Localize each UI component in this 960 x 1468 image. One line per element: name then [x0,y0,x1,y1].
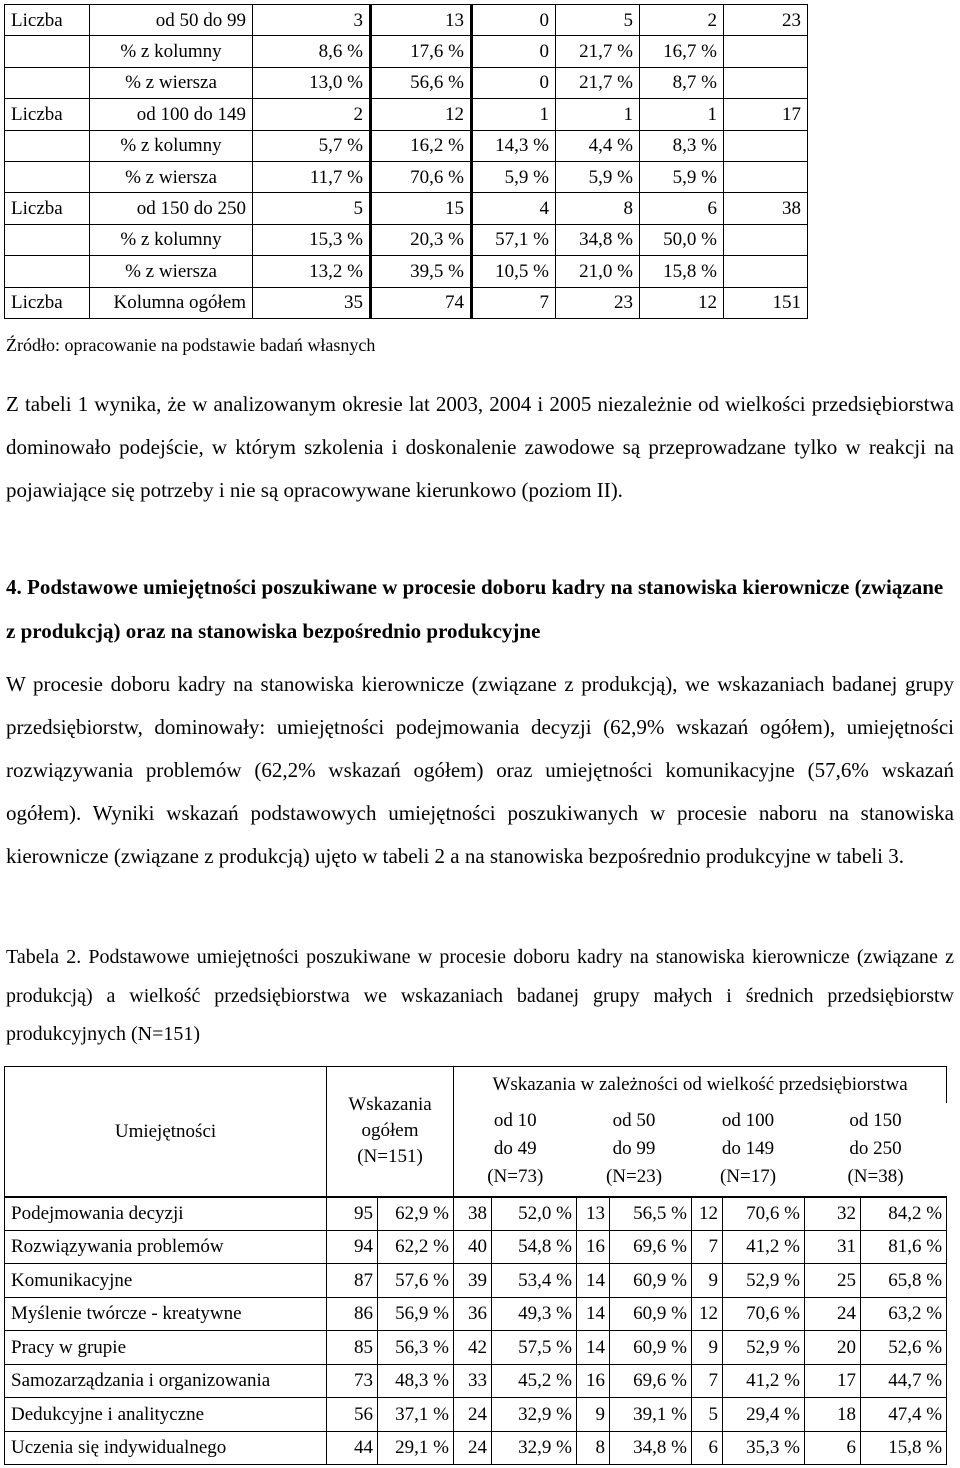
percent-cell: 60,9 % [610,1297,692,1331]
row-measure: Liczba [5,193,90,224]
table-1-cell: 21,0 % [556,256,640,287]
percent-cell: 41,2 % [723,1230,805,1264]
table-1-row [5,36,953,67]
table-1-cell: 8,3 % [640,130,724,161]
percent-cell: 45,2 % [492,1364,577,1398]
row-group: Kolumna ogółem [90,287,253,318]
table-1-cell: 74 [371,287,472,318]
percent-cell: 48,3 % [378,1364,454,1398]
table-1-cell: 2 [640,5,724,36]
percent-cell: 54,8 % [492,1230,577,1264]
percent-cell: 70,6 % [723,1297,805,1331]
row-measure: % z wiersza [90,256,253,287]
count-cell: 14 [577,1264,610,1298]
table-1-cell: 23 [556,287,640,318]
count-cell: 17 [805,1364,861,1398]
count-cell: 7 [692,1364,723,1398]
percent-cell: 32,9 % [492,1398,577,1432]
source-note: Źródło: opracowanie na podstawie badań własnych [6,335,376,355]
count-cell: 16 [577,1364,610,1398]
row-group: od 50 do 99 [90,5,253,36]
percent-cell: 56,5 % [610,1197,692,1231]
count-cell: 24 [805,1297,861,1331]
count-cell: 32 [805,1197,861,1231]
section-heading-4: 4. Podstawowe umiejętności poszukiwane w procesie doboru kadry na stanowiska kierownicze (związane z produkcją) oraz na stanowiska bezpośrednio produkcyjne [6,575,944,643]
count-cell: 6 [805,1431,861,1465]
percent-cell: 56,3 % [378,1331,454,1365]
table-1-cell: 38 [724,193,808,224]
row-group: od 150 do 250 [90,193,253,224]
table-1-cell [724,130,808,161]
count-cell: 95 [327,1197,378,1231]
table-2-row [5,1398,947,1432]
count-cell: 20 [805,1331,861,1365]
percent-cell: 49,3 % [492,1297,577,1331]
table-1-cell: 13 [371,5,472,36]
percent-cell: 69,6 % [610,1364,692,1398]
table-1-cell [724,161,808,192]
table-2 [4,1066,947,1465]
table-1-cell: 5 [253,193,371,224]
row-spacer [5,36,90,67]
paragraph-selection-skills: W procesie doboru kadry na stanowiska kierownicze (związane z produkcją), we wskazaniach badanej grupy przedsiębiorstw, dominowały: umiejętności podejmowania decyzji (62,9% wskazań ogółem), umiejętności rozwiązywania problemów (62,2% wskazań ogółem) oraz umiejętności komunikacyjne (57,6% wskazań ogółem). Wyniki wskazań podstawowych umiejętności poszukiwanych w procesie naboru na stanowiska kierownicze (związane z produkcją) ujęto w tabeli 2 a na stanowiska bezpośrednio produkcyjne w tabeli 3. [6,672,954,868]
table-1-cell: 35 [253,287,371,318]
table-1-cell: 21,7 % [556,67,640,98]
skill-name: Samozarządzania i organizowania [5,1364,327,1398]
table-1-cell: 50,0 % [640,224,724,255]
count-cell: 16 [577,1230,610,1264]
count-cell: 18 [805,1398,861,1432]
table-1-row [5,67,953,98]
table-1-cell: 5,9 % [472,161,556,192]
count-cell: 6 [692,1431,723,1465]
row-measure: % z wiersza [90,161,253,192]
table-2-row [5,1297,947,1331]
percent-cell: 81,6 % [861,1230,947,1264]
count-cell: 14 [577,1297,610,1331]
skill-name: Komunikacyjne [5,1264,327,1298]
skill-name: Uczenia się indywidualnego [5,1431,327,1465]
table-1-cell: 15,8 % [640,256,724,287]
row-group: od 100 do 149 [90,99,253,130]
table-1-cell: 23 [724,5,808,36]
table-1-cell: 5,7 % [253,130,371,161]
percent-cell: 29,4 % [723,1398,805,1432]
count-cell: 39 [454,1264,492,1298]
table-1-cell: 1 [556,99,640,130]
percent-cell: 32,9 % [492,1431,577,1465]
count-cell: 44 [327,1431,378,1465]
percent-cell: 57,5 % [492,1331,577,1365]
table-1-cell: 8,7 % [640,67,724,98]
percent-cell: 56,9 % [378,1297,454,1331]
row-measure: % z kolumny [90,130,253,161]
table-1-cell: 12 [640,287,724,318]
table-1-cell [724,67,808,98]
percent-cell: 34,8 % [610,1431,692,1465]
table-2-row [5,1331,947,1365]
table-1-cell: 0 [472,67,556,98]
table-1-row [5,224,953,255]
table-1-cell: 17,6 % [371,36,472,67]
skill-name: Podejmowania decyzji [5,1197,327,1231]
count-cell: 24 [454,1398,492,1432]
skill-name: Pracy w grupie [5,1331,327,1365]
table-1-cell: 6 [640,193,724,224]
percent-cell: 63,2 % [861,1297,947,1331]
percent-cell: 47,4 % [861,1398,947,1432]
header-skill: Umiejętności [5,1067,327,1197]
table-2-row [5,1264,947,1298]
count-cell: 12 [692,1297,723,1331]
row-measure: % z wiersza [90,67,253,98]
percent-cell: 39,1 % [610,1398,692,1432]
count-cell: 85 [327,1331,378,1365]
paragraph-table1-summary: Z tabeli 1 wynika, że w analizowanym okresie lat 2003, 2004 i 2005 niezależnie od wielkości przedsiębiorstwa dominowało podejście, w którym szkolenia i doskonalenie zawodowe są przeprowadzane tylko w reakcji na pojawiające się potrzeby i nie są opracowywane kierunkowo (poziom II). [6,392,954,502]
table-1-cell: 56,6 % [371,67,472,98]
table-2-row [5,1431,947,1465]
table-1-cell: 20,3 % [371,224,472,255]
count-cell: 36 [454,1297,492,1331]
count-cell: 94 [327,1230,378,1264]
percent-cell: 57,6 % [378,1264,454,1298]
percent-cell: 15,8 % [861,1431,947,1465]
count-cell: 86 [327,1297,378,1331]
table-1-cell: 1 [472,99,556,130]
row-measure: % z kolumny [90,36,253,67]
row-measure: % z kolumny [90,224,253,255]
table-1-cell: 7 [472,287,556,318]
skill-name: Myślenie twórcze - kreatywne [5,1297,327,1331]
table-1-cell: 39,5 % [371,256,472,287]
table-1-cell: 57,1 % [472,224,556,255]
table-1-cell: 16,7 % [640,36,724,67]
header-size-class: od 100 do 149 (N=17) [692,1103,805,1197]
percent-cell: 41,2 % [723,1364,805,1398]
percent-cell: 69,6 % [610,1230,692,1264]
header-size-class: od 150 do 250 (N=38) [805,1103,947,1197]
count-cell: 25 [805,1264,861,1298]
table-1-cell: 5,9 % [640,161,724,192]
header-size-group: Wskazania w zależności od wielkość przedsiębiorstwa [454,1067,947,1103]
count-cell: 33 [454,1364,492,1398]
header-size-class: od 50 do 99 (N=23) [577,1103,692,1197]
table-1-cell [724,224,808,255]
percent-cell: 44,7 % [861,1364,947,1398]
table-1-row [5,161,953,192]
skill-name: Rozwiązywania problemów [5,1230,327,1264]
percent-cell: 60,9 % [610,1331,692,1365]
percent-cell: 65,8 % [861,1264,947,1298]
table-1-cell: 8 [556,193,640,224]
table-1-cell [724,36,808,67]
count-cell: 14 [577,1331,610,1365]
percent-cell: 62,2 % [378,1230,454,1264]
table-1-cell: 151 [724,287,808,318]
count-cell: 38 [454,1197,492,1231]
table-1-cell: 16,2 % [371,130,472,161]
table-1-cell: 15 [371,193,472,224]
table-1-row [5,99,953,130]
count-cell: 9 [692,1264,723,1298]
row-spacer [5,224,90,255]
table-1-cell: 1 [640,99,724,130]
table-1-row [5,130,953,161]
count-cell: 12 [692,1197,723,1231]
percent-cell: 84,2 % [861,1197,947,1231]
row-spacer [5,161,90,192]
table-1-cell: 5 [556,5,640,36]
count-cell: 13 [577,1197,610,1231]
count-cell: 73 [327,1364,378,1398]
table-1-row [5,193,953,224]
count-cell: 24 [454,1431,492,1465]
table-1-cell: 17 [724,99,808,130]
table-1-fragment [4,4,953,319]
percent-cell: 62,9 % [378,1197,454,1231]
count-cell: 9 [692,1331,723,1365]
table-1-row [5,256,953,287]
row-measure: Liczba [5,99,90,130]
table-1-cell: 0 [472,36,556,67]
table-1-row [5,287,953,318]
count-cell: 31 [805,1230,861,1264]
percent-cell: 52,9 % [723,1331,805,1365]
count-cell: 5 [692,1398,723,1432]
table-1-cell: 3 [253,5,371,36]
table-1-cell: 2 [253,99,371,130]
percent-cell: 60,9 % [610,1264,692,1298]
count-cell: 56 [327,1398,378,1432]
count-cell: 87 [327,1264,378,1298]
table-1-cell: 70,6 % [371,161,472,192]
table-1-cell: 4 [472,193,556,224]
percent-cell: 29,1 % [378,1431,454,1465]
percent-cell: 70,6 % [723,1197,805,1231]
table-1-cell: 5,9 % [556,161,640,192]
table-2-row [5,1197,947,1231]
table-1-cell: 15,3 % [253,224,371,255]
row-measure: Liczba [5,287,90,318]
count-cell: 9 [577,1398,610,1432]
table-1-cell: 14,3 % [472,130,556,161]
row-measure: Liczba [5,5,90,36]
percent-cell: 37,1 % [378,1398,454,1432]
table-1-cell: 34,8 % [556,224,640,255]
count-cell: 42 [454,1331,492,1365]
table-1-cell [724,256,808,287]
table-1-cell: 11,7 % [253,161,371,192]
table-1-cell: 13,2 % [253,256,371,287]
table-1-cell: 4,4 % [556,130,640,161]
table-1-cell: 13,0 % [253,67,371,98]
table-1-cell: 12 [371,99,472,130]
header-size-class: od 10 do 49 (N=73) [454,1103,577,1197]
percent-cell: 53,4 % [492,1264,577,1298]
table-1-row [5,5,953,36]
percent-cell: 52,0 % [492,1197,577,1231]
table-1-cell: 8,6 % [253,36,371,67]
table-1-cell: 21,7 % [556,36,640,67]
table-1-cell: 10,5 % [472,256,556,287]
count-cell: 40 [454,1230,492,1264]
row-spacer [5,130,90,161]
header-total: Wskazania ogółem (N=151) [327,1067,454,1197]
percent-cell: 52,6 % [861,1331,947,1365]
percent-cell: 52,9 % [723,1264,805,1298]
row-spacer [5,256,90,287]
percent-cell: 35,3 % [723,1431,805,1465]
skill-name: Dedukcyjne i analityczne [5,1398,327,1432]
count-cell: 7 [692,1230,723,1264]
table-1-cell: 0 [472,5,556,36]
table-2-row [5,1230,947,1264]
count-cell: 8 [577,1431,610,1465]
table-2-caption: Tabela 2. Podstawowe umiejętności poszukiwane w procesie doboru kadry na stanowiska kierownicze (związane z produkcją) a wielkość przedsiębiorstwa we wskazaniach badanej grupy małych i średnich przedsiębiorstw produkcyjnych (N=151) [6,946,954,1045]
table-2-row [5,1364,947,1398]
row-spacer [5,67,90,98]
